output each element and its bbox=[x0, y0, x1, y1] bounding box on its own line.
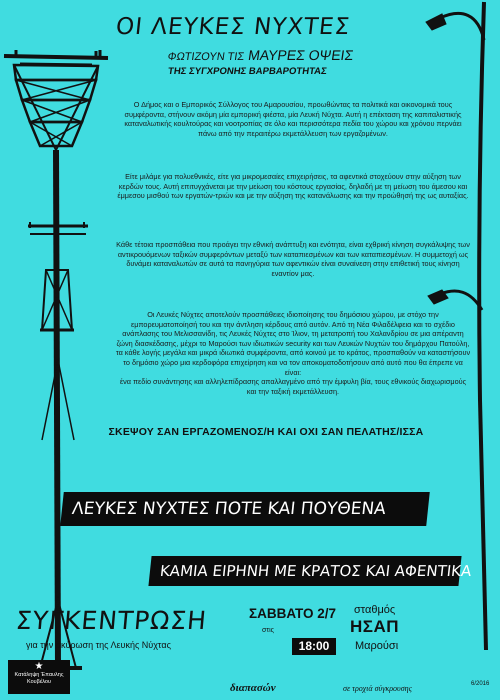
banner-no-white-nights: ΛΕΥΚΕΣ ΝΥΧΤΕΣ ΠΟΤΕ ΚΑΙ ΠΟΥΘΕΝΑ bbox=[60, 492, 430, 526]
squat-logo-text: Κατάληψη Έπαυλης Κουβέλου bbox=[14, 672, 64, 685]
body-paragraph: Οι Λευκές Νύχτες αποτελούν προσπάθειες ιδιοποίησης του δημόσιου χώρου, με στόχο την εμπορευματοποίησή του και την άντληση κέρδους από αυτόν. Από τη Νέα Φιλαδέλφεια και το σχέδιο ανάπλασης του Μελισσανίδη, τις Λευκές Νύχτες στο Ίλιον, τη μετατροπή του Χαλανδρίου σε μια απέραντη ζώνη διασκέδασης, μέχρι το Μαρούσι των ιδιωτικών security και των Λευκών Νυχτών του δημάρχου Πατούλη, τα κάθε λογής μεγάλα και μικρά ιδιωτικά συμφέροντα, από κοινού με το κράτος, προσπαθούν να καταστήσουν το δημόσιο χώρο μια κερδοφόρα επιχείρηση και να τον αποκοματοδοτήσουν από αυτό που θα έπρεπε να είναι: ένα πεδίο συνάντησης και αλληλεπίδρασης απαλλαγμένο από την έμφυλη βία, τους εθνικούς διαχωρισμούς και την ταξική εκμετάλλευση. bbox=[115, 310, 471, 396]
poster-subtitle-main: ΜΑΥΡΕΣ ΟΨΕΙΣ bbox=[247, 47, 355, 63]
rally-subtitle: για την ακύρωση της Λευκής Νύχτας bbox=[26, 640, 171, 650]
station-name: ΗΣΑΠ bbox=[350, 617, 400, 636]
date-mark: 6/2016 bbox=[471, 681, 490, 687]
banner-no-peace: ΚΑΜΙΑ ΕΙΡΗΝΗ ΜΕ ΚΡΑΤΟΣ ΚΑΙ ΑΦΕΝΤΙΚΑ bbox=[148, 556, 461, 586]
rally-time: 18:00 bbox=[292, 638, 336, 655]
diapason-logo: διαπασών bbox=[230, 682, 276, 694]
slogan: ΣΚΕΨΟΥ ΣΑΝ ΕΡΓΑΖΟΜΕΝΟΣ/Η ΚΑΙ ΟΧΙ ΣΑΝ ΠΕΛΑΤΗΣ/ΙΣΣΑ bbox=[108, 426, 424, 438]
body-paragraph: Κάθε τέτοια προσπάθεια που προάγει την εθνική ανάπτυξη και ενότητα, είναι εχθρική κίνηση συγκάλυψης των αντικρουόμενων ταξικών συμφερόντων μεταξύ των καταπιεσμένων και των καταπιεσμένων. Η συμμετοχή ως δυνάμει καταναλωτών σε αυτά τα πανηγύρια των αφεντικών είναι συναίνεση στην επιθετική τους κίνηση εναντίον μας. bbox=[116, 240, 470, 278]
poster-title: ΟΙ ΛΕΥΚΕΣ ΝΥΧΤΕΣ bbox=[114, 14, 352, 40]
body-paragraph: Ο Δήμος και ο Εμπορικός Σύλλογος του Αμαρουσίου, προωθώντας τα πολιτικά και οικονομικά τους συμφέροντα, στήνουν ακόμη μία εμπορική φιέστα, μία Λευκή Νύχτα. Αυτή η επέκταση της καπιταλιστικής καταναλωτικής κουλτούρας και νοοτροπίας σε όλο και περισσότερα πεδία του χώρου και χρόνου περνάει πάνω από την περαιτέρω εκμετάλλευση των εργαζομένων. bbox=[124, 100, 462, 138]
rally-at-label: στις bbox=[262, 627, 275, 634]
rally-date: ΣΑΒΒΑΤΟ 2/7 bbox=[249, 606, 336, 621]
squat-logo bbox=[8, 660, 70, 694]
collision-course-logo: σε τροχιά σύγκρουσης bbox=[343, 684, 412, 693]
star-icon: ★ bbox=[34, 661, 44, 672]
poster-subtitle-secondary: ΤΗΣ ΣΥΓΧΡΟΝΗΣ ΒΑΡΒΑΡΟΤΗΤΑΣ bbox=[167, 66, 328, 77]
rally-title: ΣΥΓΚΕΝΤΡΩΣΗ bbox=[14, 606, 209, 635]
poster-subtitle-prefix: ΦΩΤΙΖΟΥΝ ΤΙΣ bbox=[166, 51, 245, 63]
station-place: Μαρούσι bbox=[355, 640, 399, 652]
body-paragraph: Είτε μιλάμε για πολυεθνικές, είτε για μικρομεσαίες επιχειρήσεις, τα αφεντικά στοχεύουν στην αύξηση των κερδών τους. Αυτή επιτυγχάνεται με την μείωση του κόστους εργασίας, δηλαδή με τη μείωση του άμεσου και έμμεσου μισθού των εργατών-τριών και με την αύξηση της κατανάλωσης και την προώθησή της ως αυταξίας. bbox=[117, 172, 469, 201]
poster-subtitle bbox=[166, 47, 355, 63]
station-label: σταθμός bbox=[354, 604, 396, 616]
